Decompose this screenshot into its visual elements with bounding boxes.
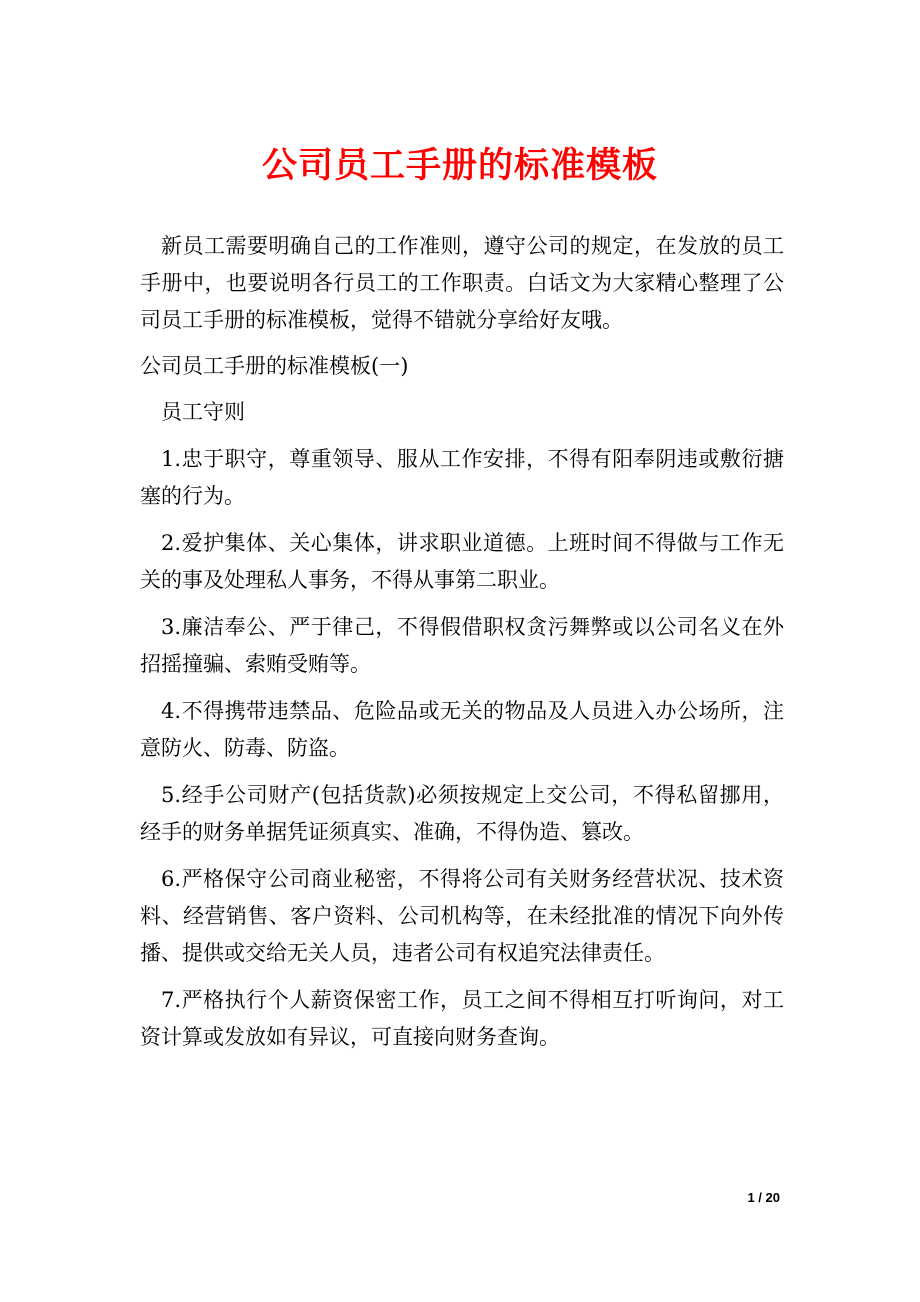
page-number: 1 / 20 xyxy=(747,1190,780,1205)
subheading: 员工守则 xyxy=(161,400,245,424)
rule-item-1: 1.忠于职守，尊重领导、服从工作安排，不得有阳奉阴违或敷衍搪塞的行为。 xyxy=(140,447,784,508)
rule-item-7: 7.严格执行个人薪资保密工作，员工之间不得相互打听询问，对工资计算或发放如有异议，可直接向财务查询。 xyxy=(140,988,784,1049)
intro-paragraph: 新员工需要明确自己的工作准则，遵守公司的规定，在发放的员工手册中，也要说明各行员工的工作职责。白话文为大家精心整理了公司员工手册的标准模板，觉得不错就分享给好友哦。 xyxy=(140,234,784,332)
document-body xyxy=(140,228,784,1056)
rule-item-3: 3.廉洁奉公、严于律己，不得假借职权贪污舞弊或以公司名义在外招摇撞骗、索贿受贿等。 xyxy=(140,615,784,676)
rule-item-4: 4.不得携带违禁品、危险品或无关的物品及人员进入办公场所，注意防火、防毒、防盗。 xyxy=(140,699,784,760)
rule-item-2: 2.爱护集体、关心集体，讲求职业道德。上班时间不得做与工作无关的事及处理私人事务，不得从事第二职业。 xyxy=(140,531,784,592)
rule-item-6: 6.严格保守公司商业秘密，不得将公司有关财务经营状况、技术资料、经营销售、客户资料、公司机构等，在未经批准的情况下向外传播、提供或交给无关人员，违者公司有权追究法律责任。 xyxy=(140,867,784,965)
rule-item-5: 5.经手公司财产(包括货款)必须按规定上交公司，不得私留挪用，经手的财务单据凭证须真实、准确，不得伪造、篡改。 xyxy=(140,783,784,844)
document-title: 公司员工手册的标准模板 xyxy=(261,145,658,186)
section-heading: 公司员工手册的标准模板(一) xyxy=(140,354,409,378)
